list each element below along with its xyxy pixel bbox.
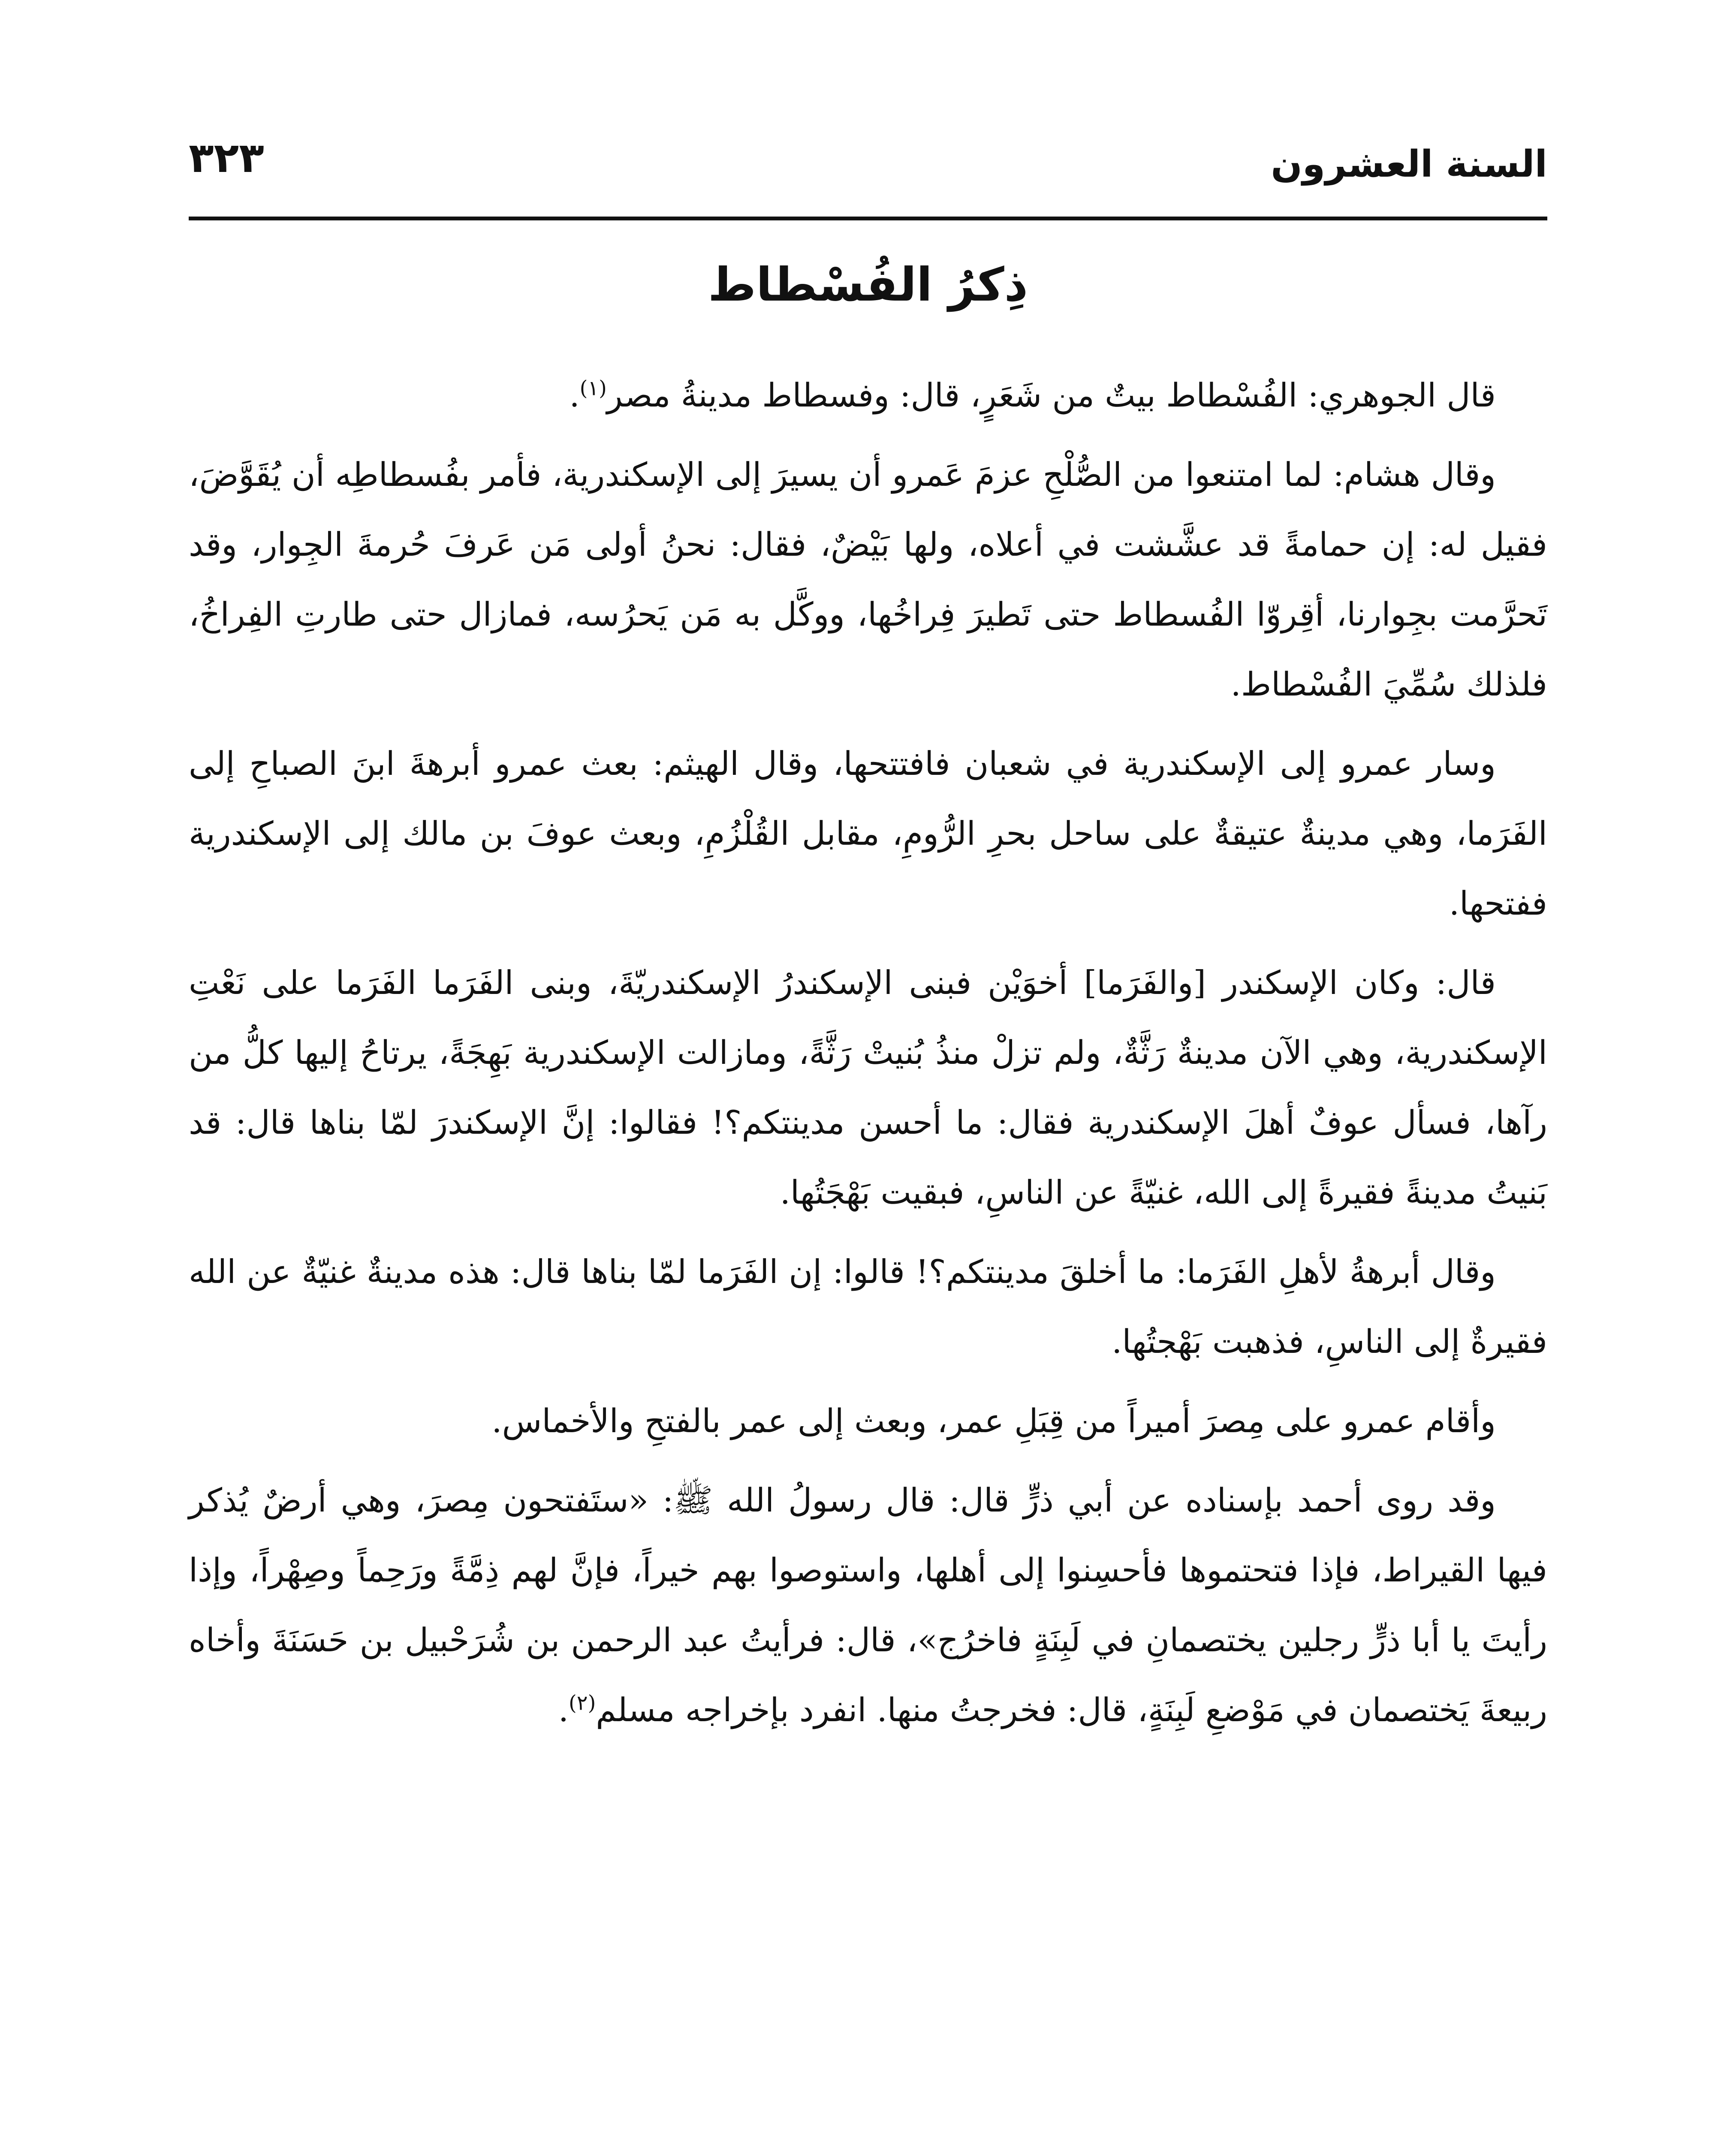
- paragraph: [189, 1465, 1547, 1745]
- paragraph: [189, 1237, 1547, 1376]
- paragraph: [189, 948, 1547, 1227]
- header-rule: [189, 217, 1547, 220]
- paragraph-text: وقال هشام: لما امتنعوا من الصُّلْحِ عزمَ عَمرو أن يسيرَ إلى الإسكندرية، فأمر بفُسطاطِه أن يُقَوَّضَ، فقيل له: إن حمامةً قد عشَّشت في أعلاه، ولها بَيْضٌ، فقال: نحنُ أولى مَن عَرفَ حُرمةَ الجِوار، وقد تَحرَّمت بجِوارنا، أقِروّا الفُسطاط حتى تَطيرَ فِراخُها، ووكَّل به مَن يَحرُسه، فمازال حتى طارتِ الفِراخُ، فلذلك سُمِّيَ الفُسْطاط.: [189, 455, 1548, 703]
- paragraph-end: .: [569, 376, 580, 414]
- paragraph: [189, 1386, 1547, 1456]
- paragraph-end: .: [558, 1691, 569, 1729]
- paragraph-text: وأقام عمرو على مِصرَ أميراً من قِبَلِ عمر، وبعث إلى عمر بالفتحِ والأخماس.: [491, 1402, 1496, 1440]
- footnote-reference: (١): [579, 376, 607, 400]
- paragraph-text: وسار عمرو إلى الإسكندرية في شعبان فافتتحها، وقال الهيثم: بعث عمرو أبرهةَ ابنَ الصباحِ إلى الفَرَما، وهي مدينةٌ عتيقةٌ على ساحل بحرِ الرُّومِ، مقابل القُلْزُمِ، وبعث عوفَ بن مالك إلى الإسكندرية ففتحها.: [189, 744, 1547, 922]
- paragraph: [189, 440, 1547, 719]
- paragraph-text: قال الجوهري: الفُسْطاط بيتٌ من شَعَرٍ، قال: وفسطاط مدينةُ مصر: [606, 376, 1496, 414]
- running-title: السنة العشرون: [1271, 143, 1547, 186]
- body-text: [189, 360, 1547, 1754]
- page-number: ٣٢٣: [189, 134, 264, 182]
- section-title: ذِكرُ الفُسْطاط: [708, 258, 1028, 312]
- running-header: [189, 129, 1547, 206]
- paragraph-text: قال: وكان الإسكندر [والفَرَما] أخوَيْن فبنى الإسكندرُ الإسكندريّةَ، وبنى الفَرَما الفَرَما على نَعْتِ الإسكندرية، وهي الآن مدينةٌ رَثَّةٌ، ولم تزلْ منذُ بُنيتْ رَثَّةً، ومازالت الإسكندرية بَهِجَةً، يرتاحُ إليها كلُّ من رآها، فسأل عوفٌ أهلَ الإسكندرية فقال: ما أحسن مدينتكم؟! فقالوا: إنَّ الإسكندرَ لمّا بناها قال: قد بَنيتُ مدينةً فقيرةً إلى الله، غنيّةً عن الناسِ، فبقيت بَهْجَتُها.: [189, 964, 1547, 1211]
- paragraph: [189, 360, 1547, 430]
- paragraph-text: وقال أبرهةُ لأهلِ الفَرَما: ما أخلقَ مدينتكم؟! قالوا: إن الفَرَما لمّا بناها قال: هذه مدينةٌ غنيّةٌ عن الله فقيرةٌ إلى الناسِ، فذهبت بَهْجتُها.: [189, 1253, 1547, 1361]
- paragraph: [189, 729, 1547, 938]
- footnote-reference: (٢): [569, 1691, 596, 1715]
- paragraph-text: وقد روى أحمد بإسناده عن أبي ذرٍّ قال: قال رسولُ الله ﷺ: «ستَفتحون مِصرَ، وهي أرضٌ يُذكر فيها القيراط، فإذا فتحتموها فأحسِنوا إلى أهلها، واستوصوا بهم خيراً، فإنَّ لهم ذِمَّةً ورَحِماً وصِهْراً، وإذا رأيتَ يا أبا ذرٍّ رجلين يختصمانِ في لَبِنَةٍ فاخرُج»، قال: فرأيتُ عبد الرحمن بن شُرَحْبيل بن حَسَنَةَ وأخاه ربيعةَ يَختصمان في مَوْضعِ لَبِنَةٍ، قال: فخرجتُ منها. انفرد بإخراجه مسلم: [189, 1481, 1547, 1729]
